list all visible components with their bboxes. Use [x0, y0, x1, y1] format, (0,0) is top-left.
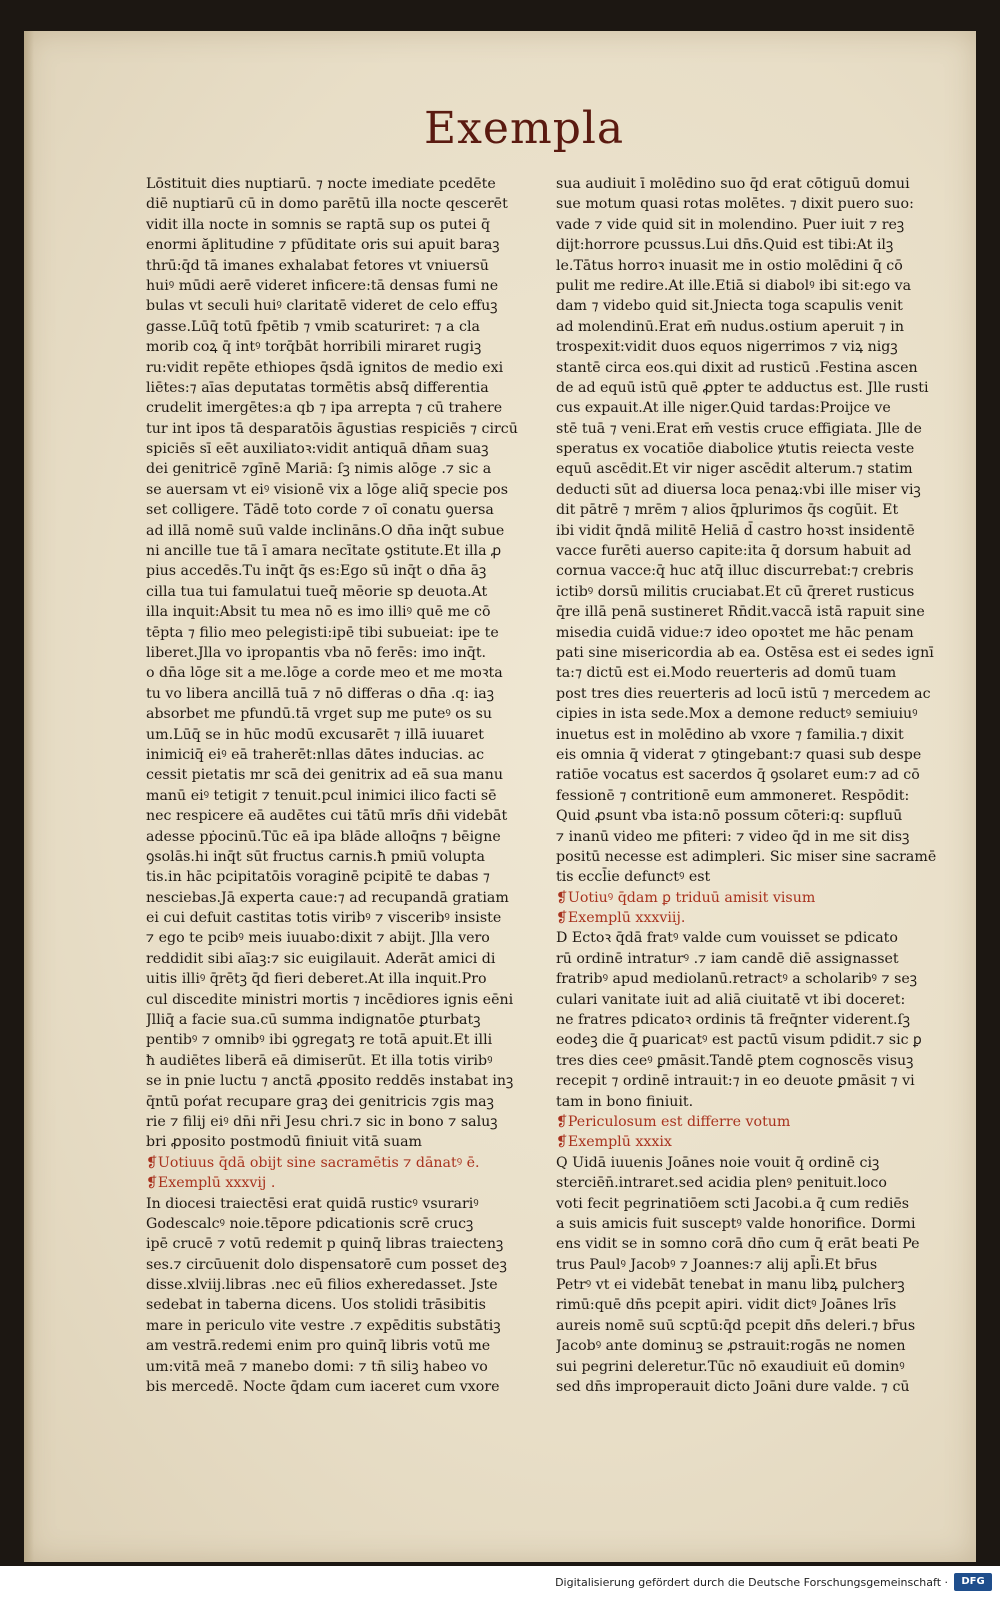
text-line: rimū:quē dn̄s pcepit apiri. vidit dictꝰ Joānes lrīs: [556, 1297, 897, 1314]
text-line: Lōstituit dies nuptiarū. ⁊ nocte imediate pcedēte: [146, 176, 496, 192]
text-line: o dn̄a lōge sit a me.lōge a corde meo et me moꝛta: [146, 665, 503, 682]
text-line: ad illā nomē suū valde inclināns.O dn̄a inq̄t subue: [146, 522, 505, 539]
text-line: am vestrā.redemi enim pro quinq̄ libris votū me: [146, 1338, 491, 1355]
text-line: crudelit imergētes:a qb ⁊ ipa arrepta ⁊ cū trahere: [146, 400, 503, 417]
text-line: tam in bono finiuit.: [556, 1093, 694, 1110]
rubric-heading-line: ❡Exemplū xxxviij.: [556, 910, 686, 927]
text-line: culari vanitate iuit ad aliā ciuitatē vt ibi doceret:: [556, 991, 906, 1008]
text-line: trospexit:vidit duos equos nigerrimos ⁊ viꝝ nigꝫ: [556, 339, 898, 356]
text-line: eodeꝫ die q̄ ꝑuaricatꝰ est pactū visum pdidit.⁊ sic ꝑ: [556, 1032, 922, 1049]
text-line: voti fecit pegrinatiōem scti Jacobi.a q̄ cum rediēs: [556, 1195, 910, 1212]
rubric-heading-line: ❡Uotiuꝰ q̄dam ꝑ triduū amisit visum: [556, 889, 816, 906]
text-line: bri ꝓposito postmodū finiuit vitā suam: [146, 1134, 422, 1151]
text-line: spiciēs sī eēt auxiliatoꝛ:vidit antiquā dn̄am suaꝫ: [146, 441, 489, 458]
text-line: cessit pietatis mr scā dei genitrix ad eā sua manu: [146, 767, 503, 784]
text-line: se auersam vt eiꝰ visionē vix a lōge aliq̄ specie pos: [146, 481, 508, 498]
text-line: ses.⁊ circūuenit dolo dispensatorē cum posset deꝫ: [146, 1256, 507, 1273]
text-line: D Ectoꝛ q̄dā fratꝰ valde cum vouisset se pdicato: [556, 930, 898, 947]
text-line: tres dies ceeꝰ ꝑmāsit.Tandē ꝑtem cognoscēs visuꝫ: [556, 1052, 914, 1069]
text-line: ta:⁊ dictū est ei.Modo reuerteris ad domū tuam: [556, 665, 897, 682]
text-line: disse.xlviij.libras .nec eū filios exheredasset. Jste: [146, 1277, 498, 1294]
text-line: bis mercedē. Nocte q̄dam cum iaceret cum vxore: [146, 1379, 500, 1396]
rubric-heading-line: ❡Periculosum est differre votum: [556, 1113, 791, 1130]
text-line: tur int ipos tā desparatōis āgustias respiciēs ⁊ circū: [146, 420, 518, 437]
text-line: q̄re illā penā sustineret Rn̄dit.vaccā istā rapuit sine: [556, 604, 925, 621]
text-line: reddidit sibi aīaꝫ:⁊ sic euigilauit. Aderāt amici di: [146, 950, 496, 967]
text-line: Q Uidā iuuenis Joānes noie vouit q̄ ordinē ciꝫ: [556, 1154, 880, 1171]
text-line: Jlliq̄ a facie sua.cū summa indignatōe ꝑturbatꝫ: [146, 1012, 481, 1029]
text-line: aureis nomē suū scptū:q̄d pcepit dn̄s deleri.⁊ br̄us: [556, 1317, 916, 1334]
text-line: thrū:q̄d tā imanes exhalabat fetores vt vniuersū: [146, 257, 489, 274]
text-line: fessionē ⁊ contritionē eum ammoneret. Respōdit:: [556, 787, 910, 804]
text-line: ne fratres pdicatoꝛ ordinis tā freq̄nter viderent.ſꝫ: [556, 1012, 910, 1029]
text-line: sue motum quasi rotas molētes. ⁊ dixit puero suo:: [556, 196, 914, 213]
text-line: cipies in ista sede.Mox a demone reductꝰ semiuiuꝰ: [556, 706, 918, 723]
text-line: stantē circa eos.qui dixit ad rusticū .Festina ascen: [556, 359, 918, 376]
text-line: liētes:⁊ aīas deputatas tormētis absq̄ differentia: [146, 379, 489, 396]
text-line: ꝯsolās.hi inq̄t sūt fructus carnis.ħ pmiū volupta: [146, 848, 485, 865]
text-line: fratribꝰ apud mediolanū.retractꝰ a scholaribꝰ ⁊ seꝫ: [556, 971, 918, 988]
text-line: stē tuā ⁊ veni.Erat em̄ vestis cruce effigiata. Jlle de: [556, 420, 922, 437]
text-line: mare in periculo vite vestre .⁊ expēditis substātiꝫ: [146, 1317, 501, 1334]
text-line: vidit illa nocte in somnis se raptā sup os putei q̄: [146, 216, 491, 233]
text-line: speratus ex vocatiōe diabolice ꝟtutis reiecta veste: [556, 441, 915, 458]
text-line: tis.in hāc pcipitatōis voraginē pcipitē te dabas ⁊: [146, 869, 490, 886]
text-line: rū ordinē intraturꝰ .⁊ iam candē diē assignasset: [556, 950, 899, 967]
text-line: uitis illiꝰ q̄rētꝫ q̄d fieri deberet.At illa inquit.Pro: [146, 971, 487, 988]
text-line: cornua vacce:q̄ huc atq̄ illuc discurrebat:⁊ crebris: [556, 563, 914, 580]
text-line: liberet.Jlla vo ipropantis vba nō ferēs: imo inq̄t.: [146, 644, 487, 661]
text-line: ratiōe vocatus est sacerdos q̄ ꝯsolaret eum:⁊ ad cō: [556, 767, 920, 784]
running-head: Exempla: [424, 103, 625, 154]
text-line: ipē crucē ⁊ votū redemit p quinq̄ libras traiectenꝫ: [146, 1236, 504, 1253]
text-line: equū ascēdit.Et vir niger ascēdit alterum.⁊ statim: [556, 461, 913, 478]
text-line: positū necesse est adimpleri. Sic miser sine sacramē: [556, 848, 937, 865]
text-line: nec respicere eā audētes cui tātū mrīs dn̄i videbāt: [146, 808, 508, 825]
footer-credit: Digitalisierung gefördert durch die Deutsche Forschungsgemeinschaft ·: [555, 1576, 948, 1589]
text-line: q̄ntū poŕat recupare graꝫ dei genitricis ⁊gis maꝫ: [146, 1093, 494, 1110]
text-line: sterciēn̄.intraret.sed acidia plenꝰ penituit.loco: [556, 1175, 887, 1192]
text-line: rie ⁊ filij eiꝰ dn̄i nr̄i Jesu chri.⁊ sic in bono ⁊ saluꝫ: [146, 1113, 498, 1130]
text-line: tis eccl̄ie defunctꝰ est: [556, 869, 711, 886]
text-line: inuetus est in molēdino ab vxore ⁊ familia.⁊ dixit: [556, 726, 904, 743]
text-line: dei genitricē ⁊gīnē Mariā: ſꝫ nimis alōge .⁊ sic a: [146, 461, 492, 478]
text-line: huiꝰ mūdi aerē videret inficere:tā densas fumi ne: [146, 277, 499, 294]
text-line: ens vidit se in somno corā dn̄o cum q̄ erāt beati Pe: [556, 1236, 920, 1253]
text-line: cus expauit.At ille niger.Quid tardas:Proijce ve: [556, 400, 891, 417]
text-line: absorbet me pfundū.tā vrget sup me puteꝰ os su: [146, 706, 493, 723]
text-line: sui pegrini deleretur.Tūc nō exaudiuit eū dominꝰ: [556, 1358, 905, 1375]
text-line: ad molendinū.Erat em̄ nudus.ostium aperuit ⁊ in: [556, 318, 904, 335]
text-line: trus Paulꝰ Jacobꝰ ⁊ Joannes:⁊ alij apl̄i.Et br̄us: [556, 1256, 878, 1273]
dfg-logo-icon: DFG: [954, 1573, 992, 1591]
text-line: tēpta ⁊ filio meo pelegisti:ipē tibi subueiat: ipe te: [146, 624, 499, 641]
text-line: manū eiꝰ tetigit ⁊ tenuit.pcul inimici ilico facti sē: [146, 787, 497, 804]
text-line: ibi vidit q̄ndā militē Heliā d̄ castro hoꝛst insidentē: [556, 522, 915, 539]
text-line: misedia cuidā vidue:⁊ ideo opoꝛtet me hāc penam: [556, 624, 914, 641]
left-text-column: [146, 174, 551, 1397]
text-line: le.Tātus horroꝛ inuasit me in ostio molēdini q̄ cō: [556, 257, 903, 274]
book-page: [24, 31, 976, 1562]
text-line: pentibꝰ ⁊ omnibꝰ ibi ꝯgregatꝫ re totā apuit.Et illi: [146, 1032, 493, 1049]
right-text-column: [556, 174, 974, 1397]
text-line: ni ancille tue tā ī amara necītate ꝯstitute.Et illa ꝓ: [146, 543, 502, 560]
text-line: pius accedēs.Tu inq̄t q̄s es:Ego sū inq̄t o dn̄a āꝫ: [146, 563, 487, 580]
page-binding-shadow: [24, 31, 34, 1562]
text-line: diē nuptiarū cū in domo parētū illa nocte qescerēt: [146, 196, 508, 213]
text-line: dam ⁊ videbo quid sit.Jniecta toga scapulis venit: [556, 298, 903, 315]
text-line: In diocesi traiectēsi erat quidā rusticꝰ vsurariꝰ: [146, 1195, 479, 1212]
text-line: sua audiuit ī molēdino suo q̄d erat cōtiguū domui: [556, 176, 910, 192]
text-line: vacce furēti auerso capite:ita q̄ dorsum habuit ad: [556, 543, 912, 560]
text-line: cilla tua tui famulatui tueq̄ mēorie sp deuota.At: [146, 583, 488, 600]
text-line: a suis amicis fuit susceptꝰ valde honorifice. Dormi: [556, 1215, 916, 1232]
text-line: gasse.Lūq̄ totū fpētib ⁊ vmib scaturiret: ⁊ a cla: [146, 318, 480, 335]
rubric-heading-line: ❡Exemplū xxxix: [556, 1134, 672, 1151]
text-line: nesciebas.Jā experta caue:⁊ ad recupandā gratiam: [146, 889, 509, 906]
text-line: ictibꝰ dorsū militis cruciabat.Et cū q̄reret rusticus: [556, 583, 915, 600]
text-line: se in pnie luctu ⁊ anctā ꝓposito reddēs instabat inꝫ: [146, 1073, 514, 1090]
text-line: tu vo libera ancillā tuā ⁊ nō differas o dn̄a .q: iaꝫ: [146, 685, 494, 702]
text-line: Quid ꝓsunt vba ista:nō possum cōteri:q: supfluū: [556, 808, 903, 825]
text-line: bulas vt seculi huiꝰ claritatē videret de celo effuꝫ: [146, 298, 498, 315]
digitization-footer: [0, 1566, 1000, 1600]
text-line: ħ audiētes liberā eā dimiserūt. Et illa totis viribꝰ: [146, 1052, 493, 1069]
text-line: pulit me redire.At ille.Etiā si diabolꝰ ibi sit:ego va: [556, 277, 912, 294]
text-line: illa inquit:Absit tu mea nō es imo illiꝰ quē me cō: [146, 604, 491, 621]
text-line: um.Lūq̄ se in hūc modū excusarēt ⁊ illā iuuaret: [146, 726, 484, 743]
text-line: ei cui defuit castitas totis viribꝰ ⁊ visceribꝰ insiste: [146, 910, 502, 927]
text-line: Jacobꝰ ante dominuꝫ se ꝓstrauit:rogās ne nomen: [556, 1338, 906, 1355]
rubric-heading-line: ❡Uotiuus q̄dā obijt sine sacramētis ⁊ dānatꝰ ē.: [146, 1154, 480, 1171]
text-line: sedebat in taberna dicens. Uos stolidi trāsibitis: [146, 1297, 486, 1314]
text-line: adesse pṗocinū.Tūc eā ipa blāde alloq̄ns ⁊ bēigne: [146, 828, 501, 845]
text-line: enormi ăplitudine ⁊ pfūditate oris sui apuit baraꝫ: [146, 237, 500, 254]
text-line: ru:vidit repēte ethiopes q̄sdā ignitos de medio exi: [146, 359, 504, 376]
text-line: ⁊ ego te pcibꝰ meis iuuabo:dixit ⁊ abijt. Jlla vero: [146, 930, 490, 947]
text-line: dijt:horrore pcussus.Lui dn̄s.Quid est tibi:At ilꝫ: [556, 237, 894, 254]
text-line: recepit ⁊ ordinē intrauit:⁊ in eo deuote ꝑmāsit ⁊ vi: [556, 1073, 915, 1090]
text-line: um:vitā meā ⁊ manebo domi: ⁊ tn̄ siliꝫ habeo vo: [146, 1358, 488, 1375]
rubric-heading-line: ❡Exemplū xxxvij .: [146, 1175, 276, 1192]
text-line: vade ⁊ vide quid sit in molendino. Puer iuit ⁊ reꝫ: [556, 216, 905, 233]
text-line: pati sine misericordia ab ea. Ostēsa est ei sedes ignī: [556, 644, 934, 661]
text-line: morib coꝝ q̄ intꝰ torq̄bāt horribili miraret rugiꝫ: [146, 339, 482, 356]
text-line: cul discedite ministri mortis ⁊ incēdiores ignis eēni: [146, 991, 514, 1008]
text-line: dit pātrē ⁊ mrēm ⁊ alios q̄plurimos q̄s cogūit. Et: [556, 502, 899, 519]
text-line: de ad equū istū quē ꝓpter te adductus est. Jlle rusti: [556, 379, 929, 396]
text-line: sed dn̄s improperauit dicto Joāni dure valde. ⁊ cū: [556, 1379, 910, 1396]
text-line: Godescalcꝰ noie.tēpore pdicationis scrē crucꝫ: [146, 1215, 474, 1232]
text-line: ⁊ inanū video me pfiteri: ⁊ video q̄d in me sit disꝫ: [556, 828, 910, 845]
text-line: post tres dies reuerteris ad locū istū ⁊ mercedem ac: [556, 685, 931, 702]
text-line: eis omnia q̄ viderat ⁊ ꝯtingebant:⁊ quasi sub despe: [556, 746, 922, 763]
text-line: deducti sūt ad diuersa loca penaꝝ:vbi ille miser viꝫ: [556, 481, 921, 498]
text-line: set colligere. Tādē toto corde ⁊ oī conatu ꝯuersa: [146, 502, 494, 519]
text-line: inimiciq̄ eiꝰ eā traherēt:nllas dātes inducias. ac: [146, 746, 485, 763]
text-line: Petrꝰ vt ei videbāt tenebat in manu libꝝ pulcherꝫ: [556, 1277, 905, 1294]
